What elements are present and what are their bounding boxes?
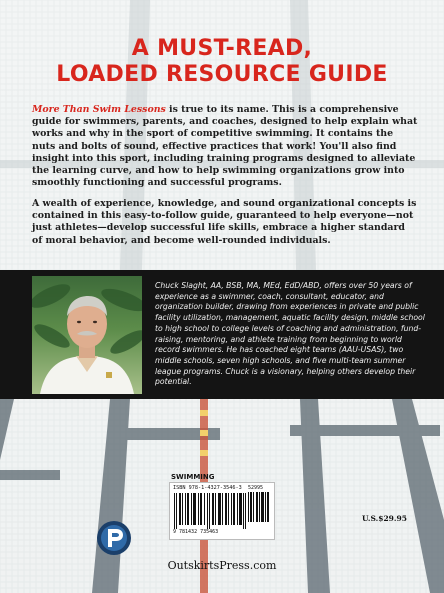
genre-label: SWIMMING: [171, 473, 215, 481]
price: U.S.$29.95: [362, 514, 407, 523]
author-photo: [32, 276, 142, 394]
barcode-number: 9 781432 735463: [173, 529, 219, 535]
description-paragraph-1-text: is true to its name. This is a comprehensive guide for swimmers, parents, and coaches, designed to help explain what works and why in the sport of competitive swimming. It contains the nuts and bolts of sound, effective practices that work! You'll also find insight into this sport, including training programs designed to alleviate the learning curve, and how to help swimming organizations grow into smoothly functioning and successful programs.: [32, 104, 418, 189]
description-paragraph-1: [32, 104, 418, 189]
publisher-name: OutskirtsPress.com: [167, 559, 277, 572]
price-code: 52995: [248, 485, 264, 491]
author-bio: Chuck Slaght, AA, BSB, MA, MEd, EdD/ABD, offers over 50 years of experience as a swimmer, coach, consultant, educator, and organization builder, drawing from experiences in private and public facility utilization, management, aquatic facility design, middle school to high school to college levels of coaching and administration, fund-raising, mentoring, and athlete training from beginning to world record swimmers. He has coached eight teams (AAU-USAS), two middle schools, seven high schools, and five multi-team summer league programs. Chuck is a visionary, helping others develop their potential.: [155, 281, 425, 387]
description-paragraph-2: A wealth of experience, knowledge, and sound organizational concepts is contained in this easy-to-follow guide, guaranteed to help everyone—not just athletes—develop successful life skills, embrace a higher standard of moral behavior, and become well-rounded individuals.: [32, 198, 417, 246]
headline-line-2: LOADED RESOURCE GUIDE: [56, 62, 388, 87]
book-title: More Than Swim Lessons: [32, 104, 166, 115]
headline-line-1: A MUST-READ,: [131, 36, 313, 61]
outskirts-press-logo-icon: [96, 520, 132, 556]
barcode-box: [169, 482, 275, 540]
barcode: [173, 493, 247, 529]
price-barcode: [248, 492, 270, 522]
isbn-text: ISBN 978-1-4327-3546-3: [173, 485, 242, 491]
